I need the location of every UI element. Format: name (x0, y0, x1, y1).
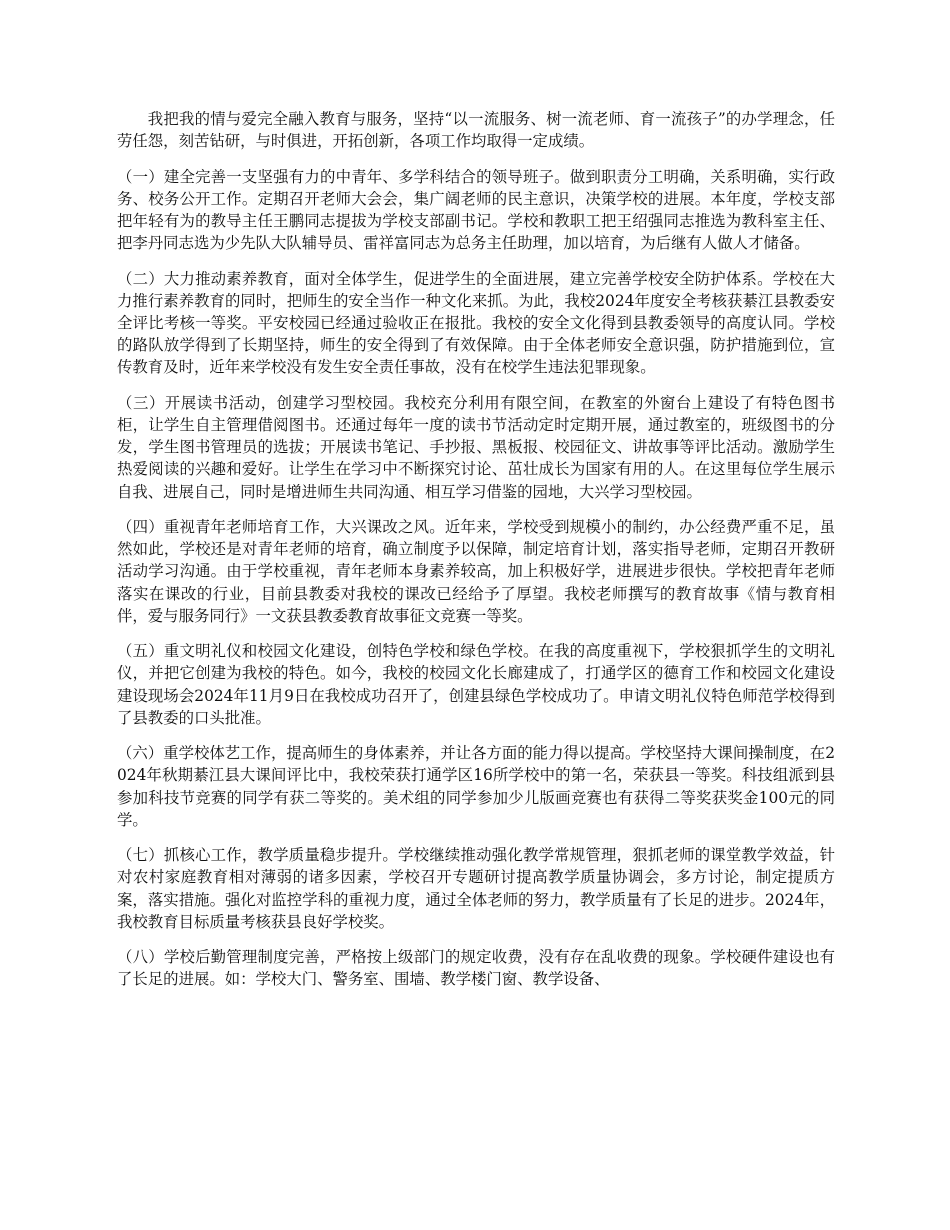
section-4-young-teachers-paragraph: （四）重视青年老师培育工作，大兴课改之风。近年来，学校受到规模小的制约，办公经费严重不足，虽然如此，学校还是对青年老师的培育，确立制度予以保障，制定培育计划，落实指导老师，定期召开教研活动学习沟通。由于学校重视，青年老师本身素养较高，加上积极好学，进展进步很快。学校把青年老师落实在课改的行业，目前县教委对我校的课改已经给予了厚望。我校老师撰写的教育故事《情与教育相伴，爱与服务同行》一文获县教委教育故事征文竞赛一等奖。 (117, 518, 835, 625)
section-6-sports-arts-paragraph: （六）重学校体艺工作，提高师生的身体素养，并让各方面的能力得以提高。学校坚持大课间操制度，在2024年秋期綦江县大课间评比中，我校荣获打通学区16所学校中的第一名，荣获县一等奖。科技组派到县参加科技节竞赛的同学有获二等奖的。美术组的同学参加少儿版画竞赛也有获得二等奖获奖金100元的同学。 (117, 744, 835, 829)
section-1-leadership-paragraph: （一）建全完善一支坚强有力的中青年、多学科结合的领导班子。做到职责分工明确，关系明确，实行政务、校务公开工作。定期召开老师大会会，集广阔老师的民主意识，决策学校的进展。本年度，学校支部把年轻有为的教导主任王鹏同志提拔为学校支部副书记。学校和教职工把王绍强同志推选为教科室主任、把李丹同志选为少先队大队辅导员、雷祥富同志为总务主任助理，加以培育，为后继有人做人才储备。 (117, 167, 835, 253)
section-8-logistics-paragraph: （八）学校后勤管理制度完善，严格按上级部门的规定收费，没有存在乱收费的现象。学校硬件建设也有了长足的进展。如：学校大门、警务室、围墙、教学楼门窗、教学设备、 (117, 948, 835, 989)
section-2-safety-paragraph: （二）大力推动素养教育，面对全体学生，促进学生的全面进展，建立完善学校安全防护体系。学校在大力推行素养教育的同时，把师生的安全当作一种文化来抓。为此，我校2024年度安全考核获綦江县教委安全评比考核一等奖。平安校园已经通过验收正在报批。我校的安全文化得到县教委领导的高度认同。学校的路队放学得到了长期坚持，师生的安全得到了有效保障。由于全体老师安全意识强，防护措施到位，宣传教育及时，近年来学校没有发生安全责任事故，没有在校学生违法犯罪现象。 (117, 269, 835, 377)
document-body (117, 108, 835, 1004)
section-5-etiquette-culture-paragraph: （五）重文明礼仪和校园文化建设，创特色学校和绿色学校。在我的高度重视下，学校狠抓学生的文明礼仪，并把它创建为我校的特色。如今，我校的校园文化长廊建成了，打通学区的德育工作和校园文化建设建设现场会2024年11月9日在我校成功召开了，创建县绿色学校成功了。申请文明礼仪特色师范学校得到了县教委的口头批准。 (117, 642, 835, 727)
intro-paragraph: 我把我的情与爱完全融入教育与服务，坚持“以一流服务、树一流老师、育一流孩子”的办学理念，任劳任怨，刻苦钻研，与时俱进，开拓创新，各项工作均取得一定成绩。 (117, 110, 835, 151)
section-3-reading-paragraph: （三）开展读书活动，创建学习型校园。我校充分利用有限空间，在教室的外窗台上建设了有特色图书柜，让学生自主管理借阅图书。还通过每年一度的读书节活动定时定期开展，通过教室的，班级图书的分发，学生图书管理员的选拔；开展读书笔记、手抄报、黑板报、校园征文、讲故事等评比活动。激励学生热爱阅读的兴趣和爱好。让学生在学习中不断探究讨论、茁壮成长为国家有用的人。在这里每位学生展示自我、进展自己，同时是增进师生共同沟通、相互学习借鉴的园地，大兴学习型校园。 (117, 393, 835, 501)
section-7-teaching-quality-paragraph: （七）抓核心工作，教学质量稳步提升。学校继续推动强化教学常规管理，狠抓老师的课堂教学效益，针对农村家庭教育相对薄弱的诸多因素，学校召开专题研讨提高教学质量协调会，多方讨论，制定提质方案，落实措施。强化对监控学科的重视力度，通过全体老师的努力，教学质量有了长足的进步。2024年，我校教育目标质量考核获县良好学校奖。 (117, 846, 835, 931)
